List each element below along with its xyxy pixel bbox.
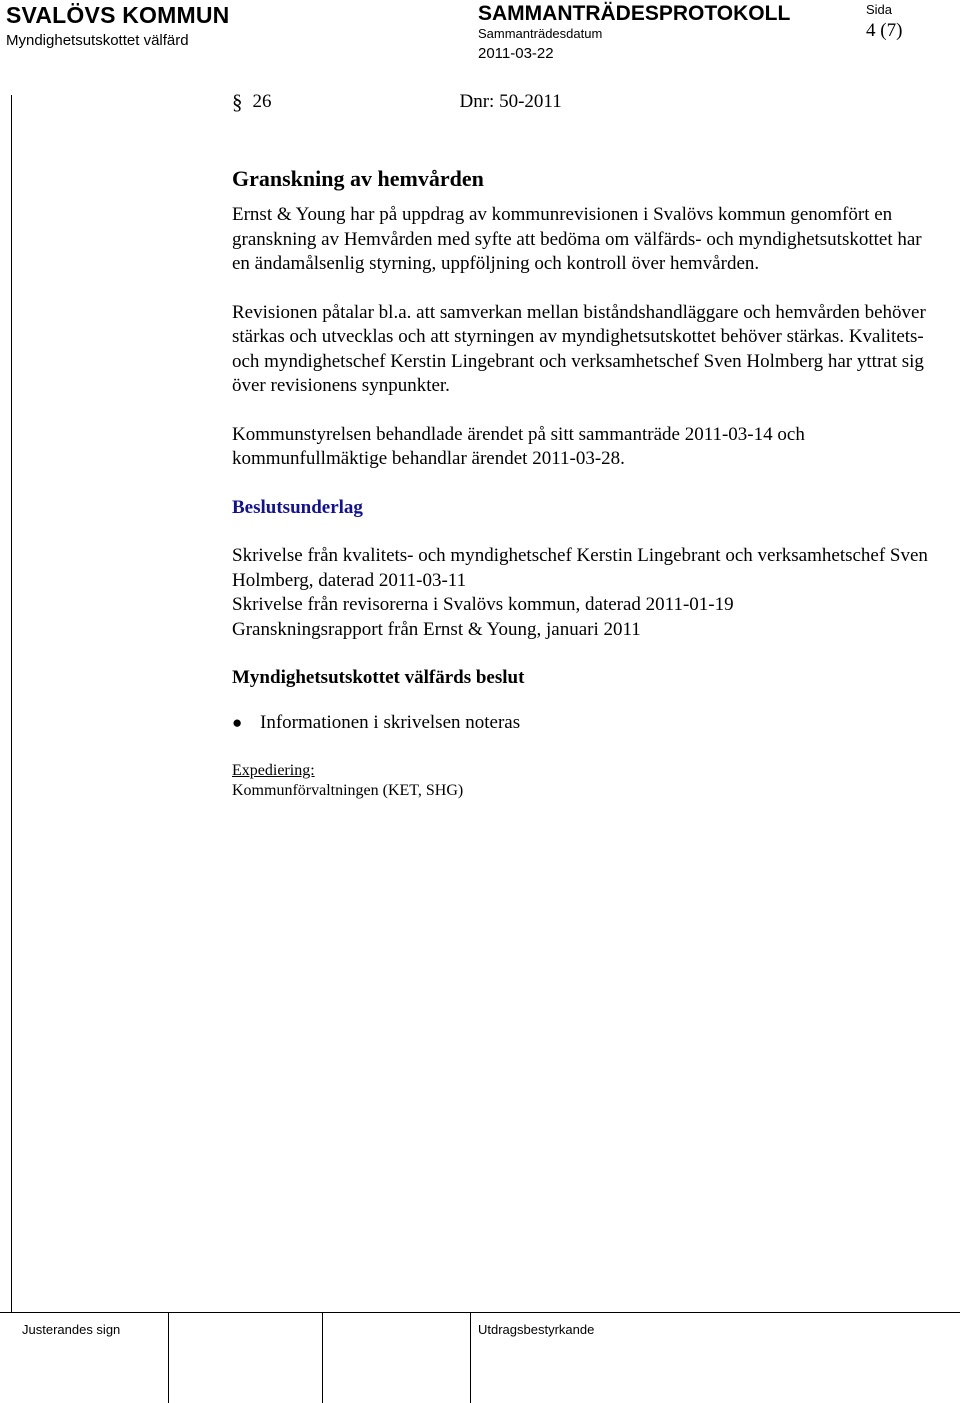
left-margin-rule	[11, 95, 12, 1312]
basis-item: Skrivelse från kvalitets- och myndighetschef Kerstin Lingebrant och verksamhetschef Sven Holmberg, daterad 2011-03-11	[232, 545, 928, 591]
section-title: Granskning av hemvården	[232, 165, 484, 191]
body-paragraph: Revisionen påtalar bl.a. att samverkan mellan biståndshandläggare och hemvården behöver stärkas och utvecklas och att styrningen av myndighetsutskottet behöver stärkas. Kvalitets- och myndighetschef Kerstin Lingebrant och verksamhetschef Sven Holmberg har yttrat sig över revisionens synpunkter.	[232, 301, 926, 396]
page-number: 4 (7)	[866, 20, 903, 41]
organization-unit: Myndighetsutskottet välfärd	[6, 32, 189, 49]
footer-divider	[322, 1312, 323, 1403]
meeting-date-label: Sammanträdesdatum	[478, 26, 603, 41]
footer-divider	[168, 1312, 169, 1403]
basis-item: Skrivelse från revisorerna i Svalövs kommun, daterad 2011-01-19	[232, 594, 734, 615]
decision-heading: Myndighetsutskottet välfärds beslut	[232, 667, 525, 688]
footer-divider	[470, 1312, 471, 1403]
case-number: Dnr: 50-2011	[459, 91, 562, 112]
protocol-title: SAMMANTRÄDESPROTOKOLL	[478, 2, 791, 25]
body-paragraph: Ernst & Young har på uppdrag av kommunrevisionen i Svalövs kommun genomfört en granskning av Hemvården med syfte att bedöma om välfärds- och myndighetsutskottet har en ändamålsenlig styrning, uppföljning och kontroll över hemvården.	[232, 204, 922, 274]
decision-list	[232, 711, 932, 736]
dispatch-value: Kommunförvaltningen (KET, SHG)	[232, 782, 464, 799]
meeting-date-value: 2011-03-22	[478, 45, 554, 62]
bullet-icon: ●	[232, 712, 243, 732]
section-header	[232, 90, 932, 115]
body-paragraph: Kommunstyrelsen behandlade ärendet på sitt sammanträde 2011-03-14 och kommunfullmäktige behandlar ärendet 2011-03-28.	[232, 423, 805, 469]
basis-item: Granskningsrapport från Ernst & Young, januari 2011	[232, 618, 641, 640]
page-label: Sida	[866, 2, 893, 17]
footer-rule	[0, 1312, 960, 1313]
dispatch-label: Expediering:	[232, 762, 315, 779]
basis-heading: Beslutsunderlag	[232, 496, 363, 518]
decision-item-text: Informationen i skrivelsen noteras	[260, 711, 521, 733]
protocol-section	[232, 90, 932, 801]
organization-name: SVALÖVS KOMMUN	[6, 2, 230, 28]
section-number: 26	[252, 91, 272, 112]
certification-label: Utdragsbestyrkande	[478, 1322, 595, 1337]
decision-item	[232, 711, 932, 736]
signature-label: Justerandes sign	[22, 1322, 121, 1337]
paragraph-mark: §	[232, 90, 243, 114]
